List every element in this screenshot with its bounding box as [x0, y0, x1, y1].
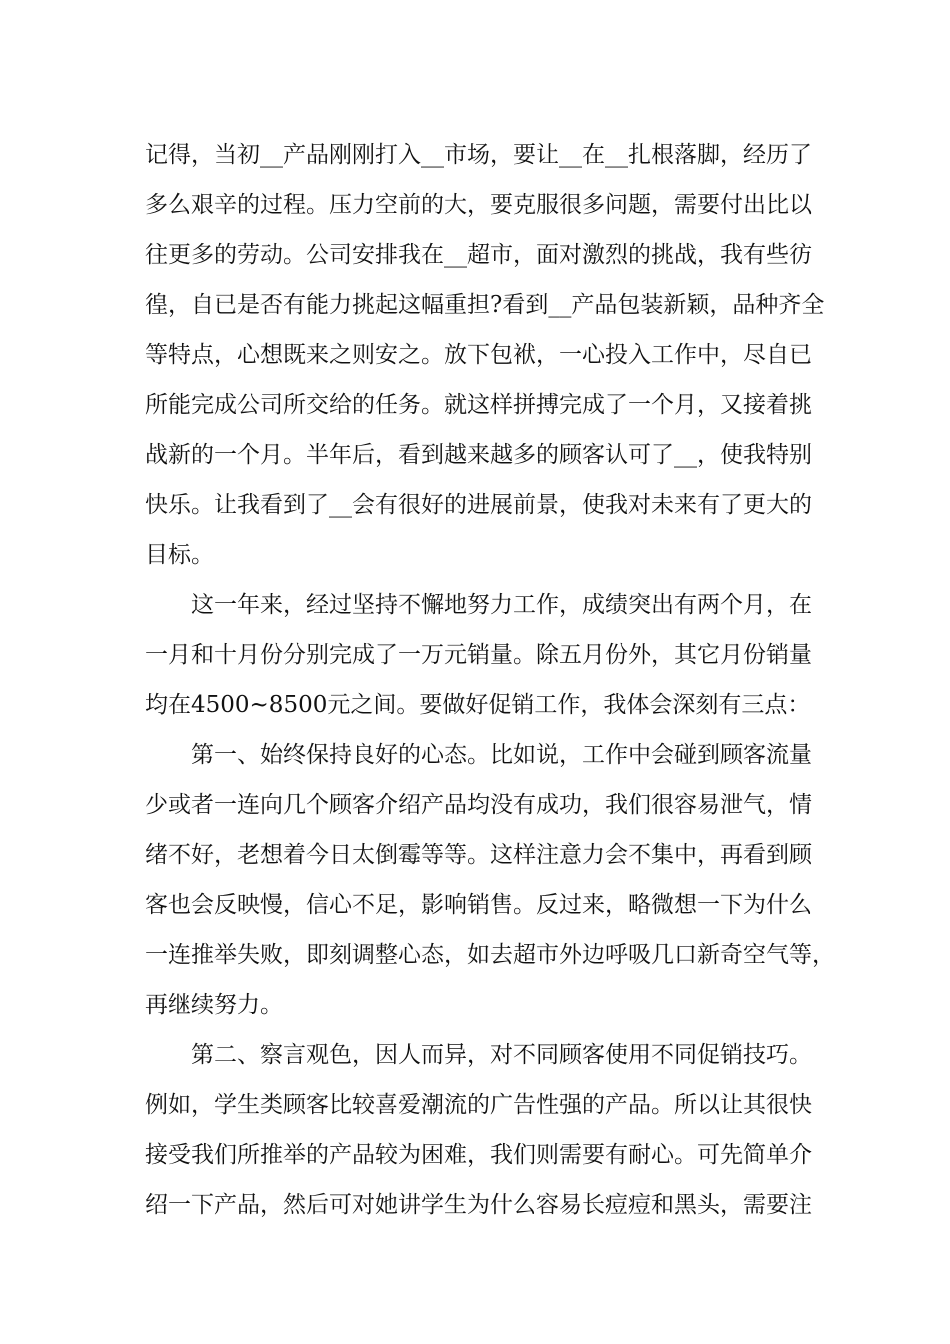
text-line: 接受我们所推举的产品较为困难，我们则需要有耐心。可先简单介 — [145, 1142, 812, 1168]
text-line: 一月和十月份分别完成了一万元销量。除五月份外，其它月份销量 — [145, 642, 812, 668]
text-line: 均在4500~8500元之间。要做好促销工作，我体会深刻有三点： — [145, 692, 811, 718]
text-line: 第一、始终保持良好的心态。比如说，工作中会碰到顾客流量 — [145, 742, 812, 768]
text-line: 再继续努力。 — [145, 992, 283, 1018]
text-line: 一连推举失败，即刻调整心态，如去超市外边呼吸几口新奇空气等， — [145, 942, 835, 968]
text-line: 往更多的劳动。公司安排我在__超市，面对激烈的挑战，我有些彷 — [145, 242, 812, 268]
text-line: 多么艰辛的过程。压力空前的大，要克服很多问题，需要付出比以 — [145, 192, 812, 218]
text-line: 例如，学生类顾客比较喜爱潮流的广告性强的产品。所以让其很快 — [145, 1092, 812, 1118]
text-line: 等特点，心想既来之则安之。放下包袱，一心投入工作中，尽自已 — [145, 342, 812, 368]
text-line: 绪不好，老想着今日太倒霉等等。这样注意力会不集中，再看到顾 — [145, 842, 812, 868]
text-line: 战新的一个月。半年后，看到越来越多的顾客认可了__，使我特别 — [145, 442, 812, 468]
text-line: 目标。 — [145, 542, 214, 568]
document-body — [145, 130, 835, 1230]
text-line: 所能完成公司所交给的任务。就这样拼搏完成了一个月，又接着挑 — [145, 392, 812, 418]
text-line: 客也会反映慢，信心不足，影响销售。反过来，略微想一下为什么 — [145, 892, 812, 918]
text-line: 记得，当初__产品刚刚打入__市场，要让__在__扎根落脚，经历了 — [145, 142, 812, 168]
text-line: 这一年来，经过坚持不懈地努力工作，成绩突出有两个月，在 — [145, 592, 812, 618]
text-line: 少或者一连向几个顾客介绍产品均没有成功，我们很容易泄气，情 — [145, 792, 812, 818]
text-line: 第二、察言观色，因人而异，对不同顾客使用不同促销技巧。 — [145, 1042, 812, 1068]
text-line: 绍一下产品，然后可对她讲学生为什么容易长痘痘和黑头，需要注 — [145, 1192, 812, 1218]
text-line: 快乐。让我看到了__会有很好的进展前景，使我对未来有了更大的 — [145, 492, 812, 518]
text-line: 徨，自已是否有能力挑起这幅重担?看到__产品包装新颖，品种齐全 — [145, 292, 825, 318]
